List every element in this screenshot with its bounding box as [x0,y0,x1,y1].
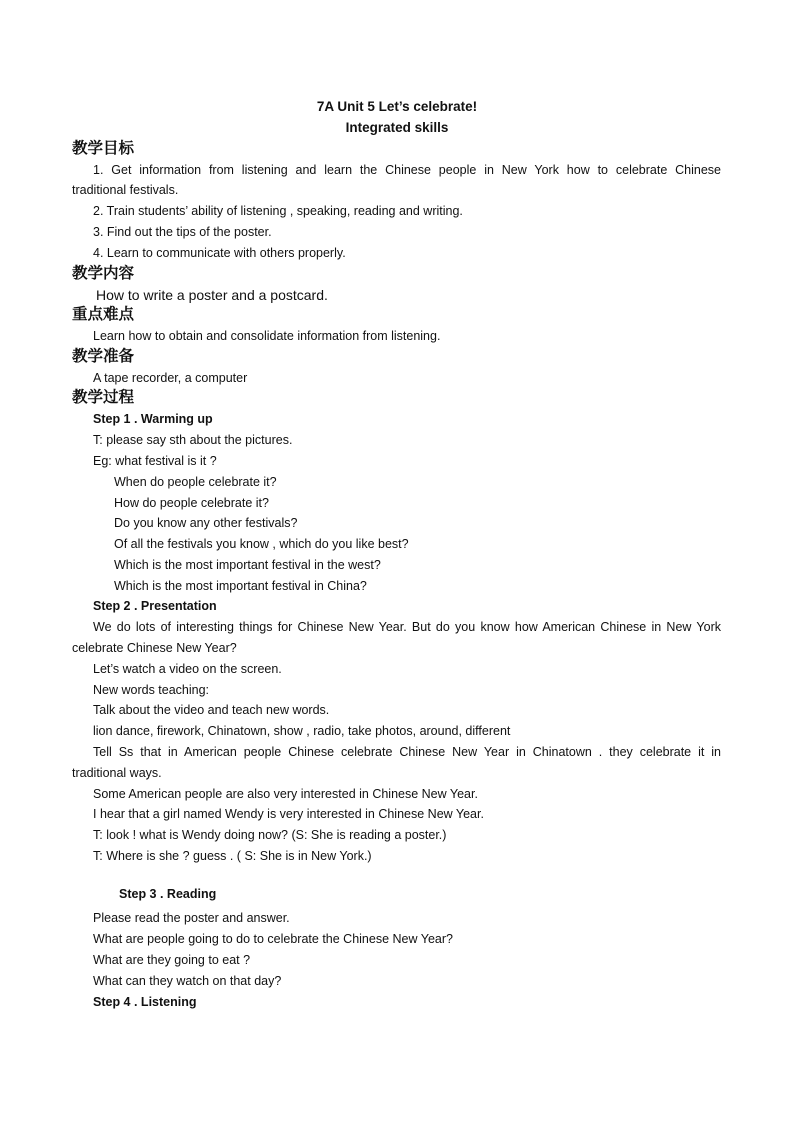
title-line-1: 7A Unit 5 Let’s celebrate! [316,99,478,114]
step2-watch: Let’s watch a video on the screen. [93,662,282,676]
step3-title: Step 3 . Reading [119,887,217,901]
step2-talk: Talk about the video and teach new words. [93,703,330,717]
preparation-text: A tape recorder, a computer [93,371,248,385]
step2-paragraph-line-1: We do lots of interesting things for Chinese New Year. But do you know how American Chinese in New York [93,620,721,634]
step2-paragraph-line-2: celebrate Chinese New Year? [72,641,237,655]
objective-3: 3. Find out the tips of the poster. [93,225,272,239]
step2-title: Step 2 . Presentation [93,599,217,613]
step1-question: Which is the most important festival in the west? [114,558,381,572]
step3-question-3: What can they watch on that day? [93,974,282,988]
title-line-2: Integrated skills [345,120,449,135]
step3-question-1: What are people going to do to celebrate the Chinese New Year? [93,932,453,946]
step1-question: Of all the festivals you know , which do you like best? [114,537,409,551]
objective-2: 2. Train students’ ability of listening , speaking, reading and writing. [93,204,463,218]
objectives-heading: 教学目标 [72,139,135,157]
step2-where: T: Where is she ? guess . ( S: She is in New York.) [93,849,372,863]
step3-question-2: What are they going to eat ? [93,953,251,967]
step2-word-list: lion dance, firework, Chinatown, show , radio, take photos, around, different [93,724,511,738]
content-heading: 教学内容 [72,264,135,282]
step4-title: Step 4 . Listening [93,995,197,1009]
step2-tell-line-2: traditional ways. [72,766,162,780]
objective-4: 4. Learn to communicate with others properly. [93,246,346,260]
key-points-text: Learn how to obtain and consolidate information from listening. [93,329,441,343]
process-heading: 教学过程 [72,388,135,406]
step1-question: Do you know any other festivals? [114,516,298,530]
step2-new-words: New words teaching: [93,683,210,697]
step2-tell-line-1: Tell Ss that in American people Chinese celebrate Chinese New Year in Chinatown . they celebrate it in [93,745,721,759]
step3-read: Please read the poster and answer. [93,911,290,925]
step1-question: How do people celebrate it? [114,496,269,510]
step1-t-line: T: please say sth about the pictures. [93,433,293,447]
step2-hear: I hear that a girl named Wendy is very interested in Chinese New Year. [93,807,484,821]
step2-look: T: look ! what is Wendy doing now? (S: She is reading a poster.) [93,828,447,842]
step2-some: Some American people are also very interested in Chinese New Year. [93,787,478,801]
objective-1-line-2: traditional festivals. [72,183,179,197]
content-text: How to write a poster and a postcard. [96,287,328,303]
objective-1-line-1: 1. Get information from listening and learn the Chinese people in New York how to celebrate Chinese [93,163,721,177]
step1-eg-line: Eg: what festival is it ? [93,454,217,468]
step1-question: When do people celebrate it? [114,475,277,489]
step1-title: Step 1 . Warming up [93,412,213,426]
step1-question: Which is the most important festival in China? [114,579,367,593]
preparation-heading: 教学准备 [72,347,135,365]
key-points-heading: 重点难点 [72,305,135,323]
